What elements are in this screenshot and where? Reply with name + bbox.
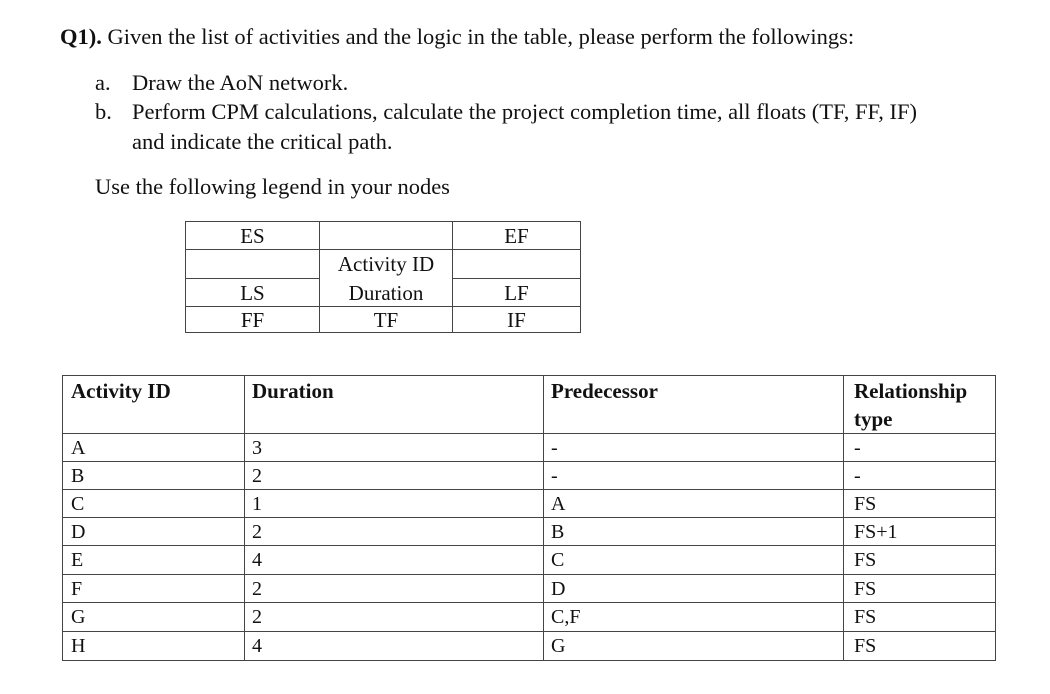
legend-ls: LS xyxy=(240,281,265,305)
cell-duration: 3 xyxy=(252,437,262,459)
cell-activity-id: C xyxy=(71,493,85,515)
table-row xyxy=(63,575,995,603)
header-predecessor: Predecessor xyxy=(551,379,658,403)
legend-ef: EF xyxy=(504,224,529,248)
cell-predecessor: C,F xyxy=(551,606,581,628)
legend-lf: LF xyxy=(504,281,529,305)
cell-activity-id: D xyxy=(71,521,86,543)
task-a-letter: a. xyxy=(95,70,111,95)
table-row xyxy=(63,632,995,660)
legend-divider xyxy=(186,278,319,279)
task-b-text-line1: Perform CPM calculations, calculate the project completion time, all floats (TF, FF, IF) xyxy=(132,99,917,124)
cell-duration: 2 xyxy=(252,606,262,628)
legend-node-table xyxy=(185,221,581,333)
header-relationship-type-line1: Relationship xyxy=(854,379,968,403)
cell-duration: 1 xyxy=(252,493,262,515)
question-label: Q1). xyxy=(60,24,102,49)
task-a-text: Draw the AoN network. xyxy=(132,70,349,95)
legend-if: IF xyxy=(507,308,526,332)
table-row xyxy=(63,518,995,546)
legend-intro: Use the following legend in your nodes xyxy=(95,174,450,199)
cell-relationship: FS xyxy=(854,635,877,657)
cell-activity-id: A xyxy=(71,437,86,459)
header-activity-id: Activity ID xyxy=(71,379,171,403)
cell-relationship: - xyxy=(854,437,861,459)
header-duration: Duration xyxy=(252,379,334,403)
cell-relationship: FS xyxy=(854,606,877,628)
cell-predecessor: G xyxy=(551,635,566,657)
legend-activity-id: Activity ID xyxy=(337,252,435,276)
cell-activity-id: F xyxy=(71,578,83,600)
task-b-letter: b. xyxy=(95,99,112,124)
legend-ff: FF xyxy=(240,308,265,332)
cell-relationship: FS xyxy=(854,549,877,571)
table-row xyxy=(63,546,995,574)
cell-relationship: - xyxy=(854,465,861,487)
cell-duration: 2 xyxy=(252,465,262,487)
cell-relationship: FS xyxy=(854,493,877,515)
cell-duration: 4 xyxy=(252,635,262,657)
cell-predecessor: B xyxy=(551,521,565,543)
cell-predecessor: C xyxy=(551,549,565,571)
cell-activity-id: E xyxy=(71,549,84,571)
cell-predecessor: - xyxy=(551,465,558,487)
cell-predecessor: A xyxy=(551,493,566,515)
legend-duration: Duration xyxy=(348,281,424,305)
task-b-text-line2: and indicate the critical path. xyxy=(132,129,393,154)
cell-relationship: FS xyxy=(854,578,877,600)
cell-duration: 4 xyxy=(252,549,262,571)
legend-tf: TF xyxy=(373,308,399,332)
legend-divider xyxy=(453,278,580,279)
legend-divider xyxy=(186,306,580,307)
table-row xyxy=(63,603,995,631)
cell-activity-id: H xyxy=(71,635,86,657)
legend-es: ES xyxy=(240,224,265,248)
header-relationship-type-line2: type xyxy=(854,407,893,431)
legend-divider xyxy=(186,249,580,250)
cell-duration: 2 xyxy=(252,521,262,543)
cell-activity-id: B xyxy=(71,465,85,487)
table-row xyxy=(63,462,995,490)
table-row xyxy=(63,434,995,462)
activity-table xyxy=(62,375,996,661)
cell-predecessor: D xyxy=(551,578,566,600)
cell-duration: 2 xyxy=(252,578,262,600)
cell-activity-id: G xyxy=(71,606,86,628)
question-text: Given the list of activities and the logic in the table, please perform the followings: xyxy=(101,24,855,49)
table-row xyxy=(63,490,995,518)
cell-predecessor: - xyxy=(551,437,558,459)
cell-relationship: FS+1 xyxy=(854,521,898,543)
question-heading xyxy=(60,24,854,50)
